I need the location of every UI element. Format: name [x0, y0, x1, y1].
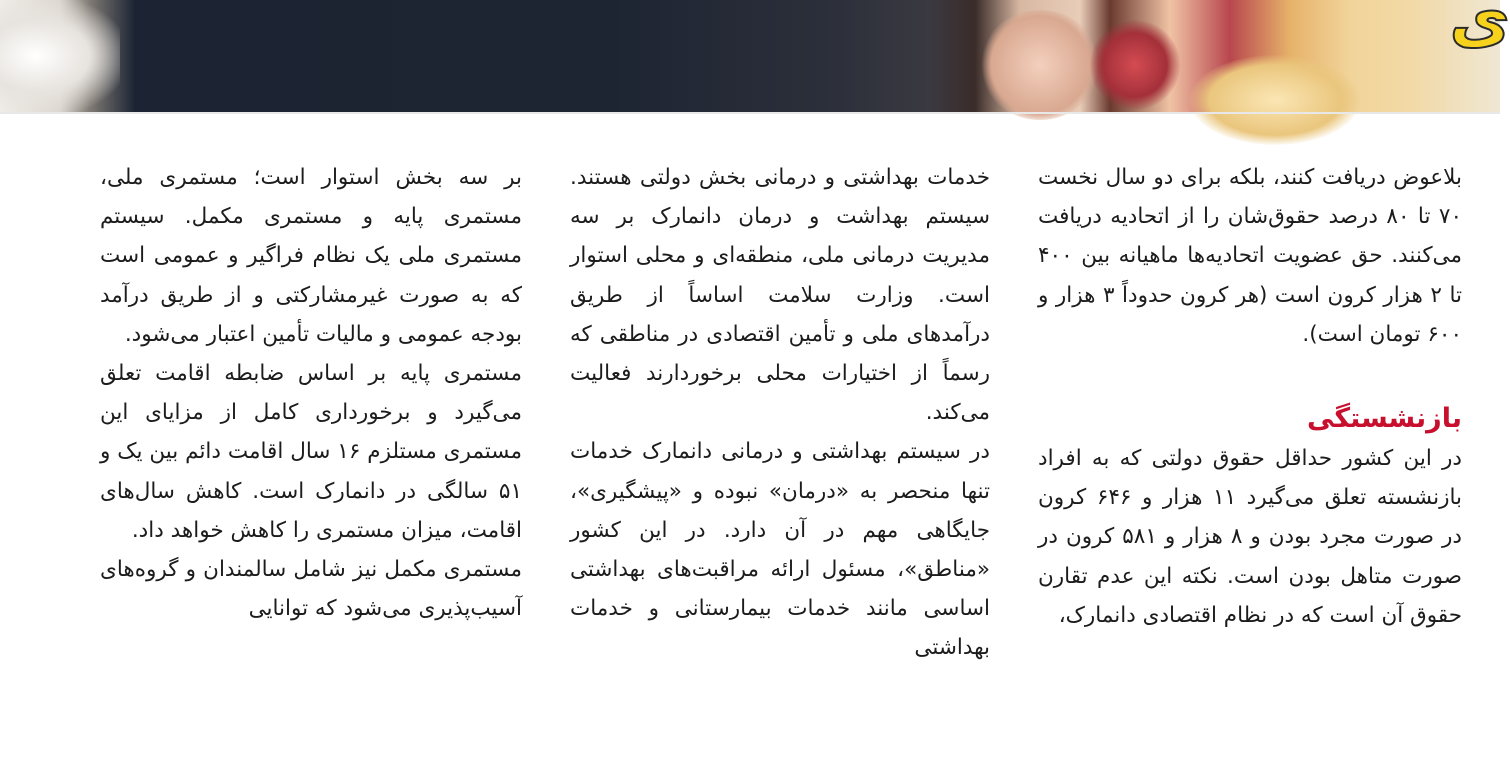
photo-face	[980, 10, 1100, 120]
article-column-middle	[570, 158, 990, 668]
section-heading-retirement: بازنشستگی	[1307, 403, 1462, 435]
paragraph: مستمری مکمل نیز شامل سالمندان و گروه‌های آسیب‌پذیری می‌شود که توانایی	[100, 557, 522, 622]
article-column-right	[1038, 158, 1462, 635]
photo-divider	[0, 112, 1500, 114]
headline-fragment: ی	[1449, 0, 1510, 57]
photo-highlight	[0, 0, 120, 112]
photo-flowers	[1090, 20, 1180, 110]
header-photo	[0, 0, 1510, 112]
paragraph: مستمری پایه بر اساس ضابطه اقامت تعلق می‌گیرد و برخورداری کامل از مزایای این مستمری مستلزم ۱۶ سال اقامت دائم بین یک و ۵۱ سالگی در دانمارک است. کاهش سال‌های اقامت، میزان مستمری را کاهش خواهد داد.	[100, 361, 522, 543]
paragraph: بر سه بخش استوار است؛ مستمری ملی، مستمری پایه و مستمری مکمل. سیستم مستمری ملی یک نظام فراگیر و عمومی است که به صورت غیرمشارکتی و از طریق درآمد بودجه عمومی و مالیات تأمین اعتبار می‌شود.	[100, 165, 522, 347]
paragraph: در این کشور حداقل حقوق دولتی که به افراد بازنشسته تعلق می‌گیرد ۱۱ هزار و ۶۴۶ کرون در صورت مجرد بودن و ۸ هزار و ۵۸۱ کرون در صورت متاهل بودن است. نکته این عدم تقارن حقوق آن است که در نظام اقتصادی دانمارک،	[1038, 446, 1463, 628]
paragraph: خدمات بهداشتی و درمانی بخش دولتی هستند. سیستم بهداشت و درمان دانمارک بر سه مدیریت درمانی ملی، منطقه‌ای و محلی استوار است. وزارت سلامت اساساً از طریق درآمدهای ملی و تأمین اقتصادی در مناطقی که رسماً از اختیارات محلی برخوردارند فعالیت می‌کند.	[570, 165, 990, 426]
paragraph: بلاعوض دریافت کنند، بلکه برای دو سال نخست ۷۰ تا ۸۰ درصد حقوق‌شان را از اتحادیه دریافت می‌کنند. حق عضویت اتحادیه‌ها ماهیانه بین ۴۰۰ تا ۲ هزار کرون است (هر کرون حدوداً ۳ هزار و ۶۰۰ تومان است).	[1038, 165, 1462, 347]
article-column-left	[100, 158, 522, 628]
photo-blonde-hair	[1190, 55, 1360, 145]
paragraph: در سیستم بهداشتی و درمانی دانمارک خدمات تنها منحصر به «درمان» نبوده و «پیشگیری»، جایگاهی مهم در آن دارد. در این کشور «مناطق»، مسئول ارائه مراقبت‌های بهداشتی اساسی مانند خدمات بیمارستانی و خدمات بهداشتی	[570, 439, 990, 661]
